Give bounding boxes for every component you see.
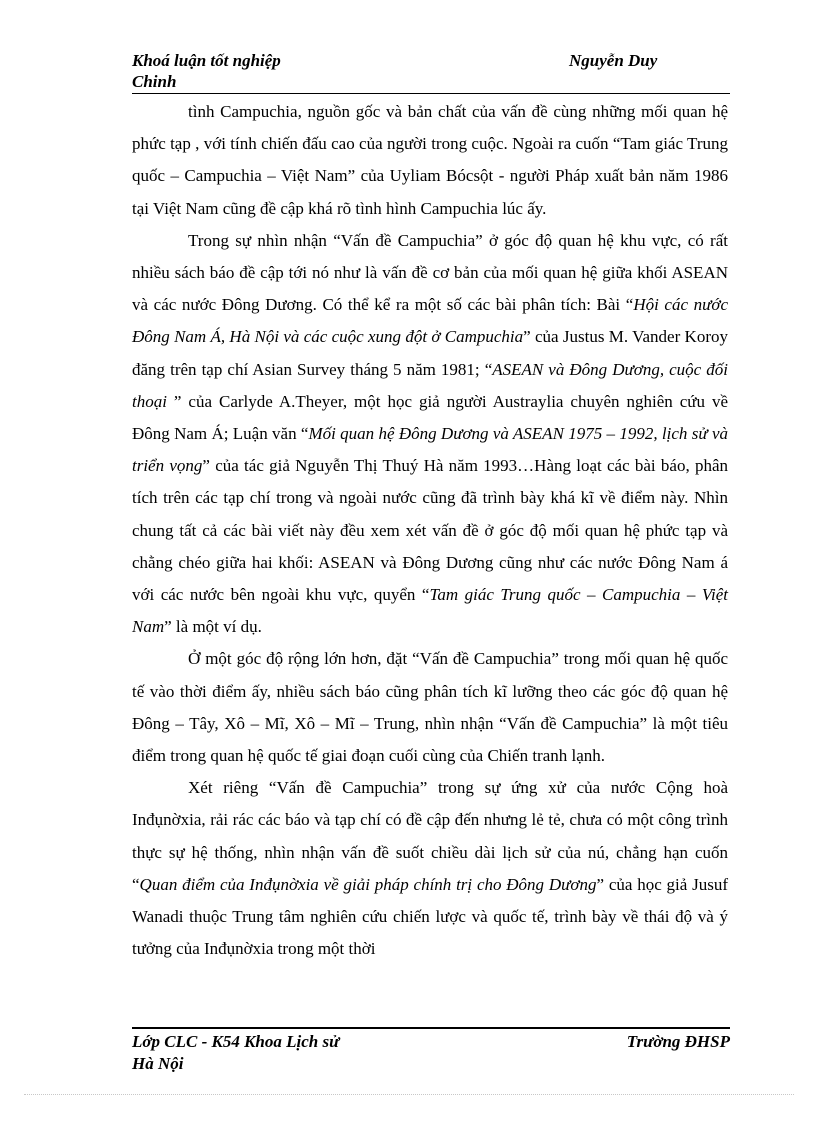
citation-title: ASEAN và Đông Dương, cuộc đối thoại bbox=[132, 359, 728, 411]
footer-city-label: Hà Nội bbox=[132, 1054, 184, 1073]
citation-title: Tam giác Trung quốc – Campuchia – Việt Nam bbox=[132, 585, 728, 637]
header-divider bbox=[132, 93, 730, 94]
paragraph-4: Xét riêng “Vấn đề Campuchia” trong sự ứng xử của nước Cộng hoà Inđụnờxia, rải rác các báo và tạp chí có đề cập đến nhưng lẻ tẻ, chưa có một công trình thực sự hệ thống, nhìn nhận vấn đề suốt chiều dài lịch sử của nú, chẳng hạn cuốn “Quan điểm của Inđụnờxia về giải pháp chính trị cho Đông Dương” của học giả Jusuf Wanadi thuộc Trung tâm nghiên cứu chiến lược và quốc tế, trình bày về thái độ và ý tưởng của Inđụnờxia trong một thời bbox=[132, 778, 729, 959]
page-bottom-edge bbox=[24, 1094, 794, 1095]
body-text bbox=[132, 96, 728, 965]
header-thesis-label: Khoá luận tốt nghiệp bbox=[132, 51, 281, 70]
footer-divider bbox=[132, 1027, 730, 1029]
paragraph-1: tình Campuchia, nguồn gốc và bản chất của vấn đề cùng những mối quan hệ phức tạp , với tính chiến đấu cao của người trong cuộc. Ngoài ra cuốn “Tam giác Trung quốc – Campuchia – Việt Nam” của Uyliam Bócsột - người Pháp xuất bản năm 1986 tại Việt Nam cũng đề cập khá rõ tình hình Campuchia lúc ấy. bbox=[132, 102, 728, 218]
footer-university-label: Trường ĐHSP bbox=[626, 1032, 730, 1051]
footer-class-label: Lớp CLC - K54 Khoa Lịch sử bbox=[132, 1032, 340, 1051]
header-author-name: Nguyễn Duy bbox=[569, 51, 658, 70]
citation-title: Mối quan hệ Đông Dương và ASEAN 1975 – 1992, lịch sử và triển vọng bbox=[132, 424, 728, 476]
citation-title: Hội các nước Đông Nam Á, Hà Nội và các cuộc xung đột ở Campuchia bbox=[132, 295, 728, 347]
citation-title: Quan điểm của Inđụnờxia về giải pháp chính trị cho Đông Dương bbox=[139, 874, 597, 894]
paragraph-2: Trong sự nhìn nhận “Vấn đề Campuchia” ở góc độ quan hệ khu vực, có rất nhiều sách báo đề cập tới nó như là vấn đề cơ bản của mối quan hệ giữa khối ASEAN và các nước Đông Dương. Có thể kể ra một số các bài phân tích: Bài “Hội các nước Đông Nam Á, Hà Nội và các cuộc xung đột ở Campuchia” của Justus M. Vander Koroy đăng trên tạp chí Asian Survey tháng 5 năm 1981; “ASEAN và Đông Dương, cuộc đối thoại ” của Carlyde A.Theyer, một học giả người Austraylia chuyên nghiên cứu về Đông Nam Á; Luận văn “Mối quan hệ Đông Dương và ASEAN 1975 – 1992, lịch sử và triển vọng” của tác giả Nguyễn Thị Thuý Hà năm 1993…Hàng loạt các bài báo, phân tích trên các tạp chí trong và ngoài nước cũng đã trình bày khá kĩ về điểm này. Nhìn chung tất cả các bài viết này đều xem xét vấn đề ở góc độ mối quan hệ phức tạp và chằng chéo giữa hai khối: ASEAN và Đông Dương cũng như các nước Đông Nam á với các nước bên ngoài khu vực, quyển “Tam giác Trung quốc – Campuchia – Việt Nam” là một ví dụ. bbox=[132, 230, 728, 637]
page-header bbox=[132, 50, 730, 92]
paragraph-3: Ở một góc độ rộng lớn hơn, đặt “Vấn đề Campuchia” trong mối quan hệ quốc tế vào thời điểm ấy, nhiều sách báo cũng phân tích kĩ lưỡng theo các góc độ quan hệ Đông – Tây, Xô – Mĩ, Xô – Mĩ – Trung, nhìn nhận “Vấn đề Campuchia” là một tiêu điểm trong quan hệ quốc tế giai đoạn cuối cùng của Chiến tranh lạnh. bbox=[132, 649, 728, 766]
header-author-surname-wrap: Chinh bbox=[132, 72, 177, 91]
page-footer bbox=[132, 1031, 730, 1075]
